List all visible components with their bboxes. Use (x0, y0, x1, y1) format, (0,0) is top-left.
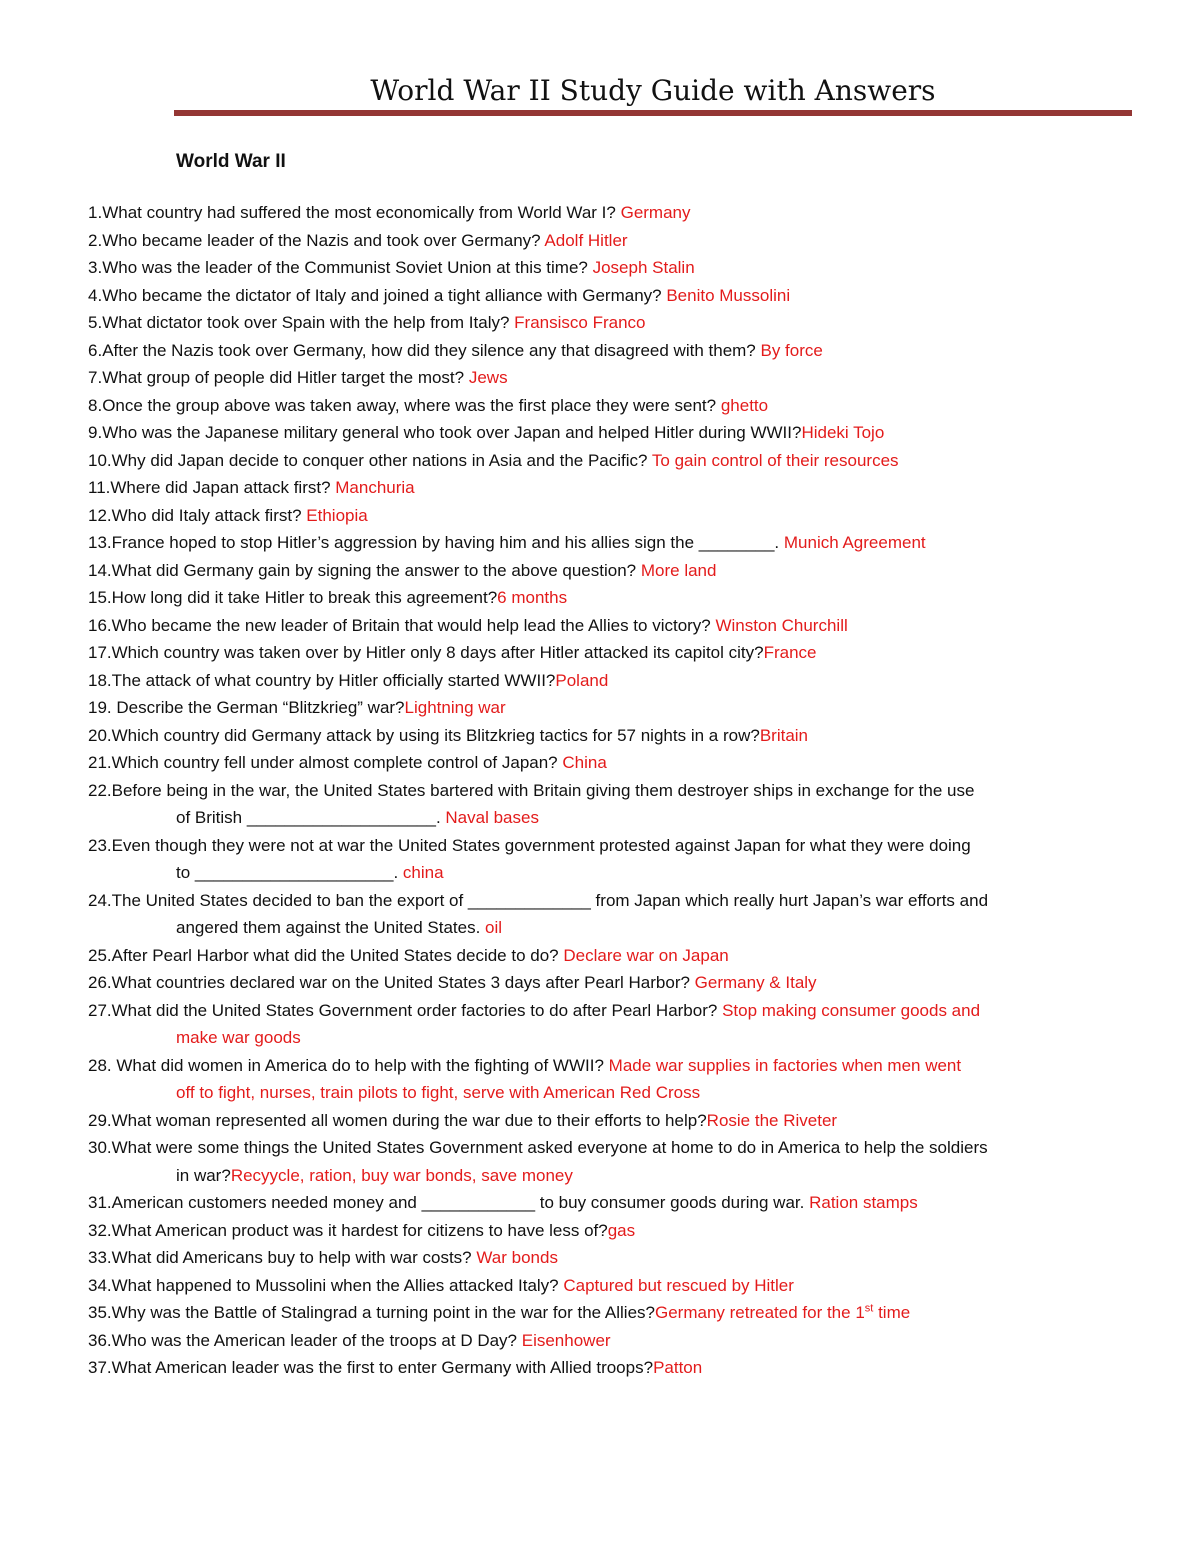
answer-text: Lightning war (404, 698, 506, 717)
question-text-continued: of British ____________________. (176, 808, 446, 827)
question-text: How long did it take Hitler to break this agreement? (111, 588, 498, 607)
answer-text: oil (485, 918, 503, 937)
question-number: 25. (88, 945, 112, 965)
answer-text: Joseph Stalin (592, 258, 695, 277)
question-number: 11. (88, 478, 111, 497)
question-line (88, 1135, 988, 1161)
question-text: After the Nazis took over Germany, how did they silence any that disagreed with them? (102, 340, 761, 360)
question-number: 9. (88, 423, 103, 442)
question-number: 12. (88, 505, 112, 525)
question-number: 3. (88, 258, 103, 277)
question-number: 29. (88, 1110, 112, 1130)
question-line (88, 530, 926, 556)
question-line (88, 310, 646, 336)
question-line (88, 228, 628, 254)
question-number: 27. (88, 1000, 112, 1020)
question-text: Who became leader of the Nazis and took over Germany? (102, 230, 545, 250)
question-number: 5. (88, 313, 103, 332)
question-text-continued: angered them against the United States. (176, 918, 486, 937)
question-line (88, 1273, 794, 1299)
question-number: 32. (88, 1220, 112, 1240)
question-text: Who became the dictator of Italy and joined a tight alliance with Germany? (102, 285, 667, 305)
answer-text: Jews (468, 368, 508, 387)
question-line (88, 475, 415, 501)
answer-text: Benito Mussolini (666, 285, 791, 305)
question-text: What group of people did Hitler target the most? (102, 368, 469, 387)
answer-text: Fransisco Franco (514, 313, 646, 332)
question-text: France hoped to stop Hitler’s aggression by having him and his allies sign the ________. (111, 533, 784, 552)
question-line (88, 365, 508, 391)
question-number: 33. (88, 1248, 112, 1267)
question-line (88, 1355, 702, 1381)
question-line (88, 255, 695, 281)
answer-text: China (562, 753, 607, 772)
question-number: 34. (88, 1275, 112, 1295)
question-number: 14. (88, 560, 112, 580)
answer-text: Munich Agreement (783, 533, 926, 552)
question-text-continued: in war? (176, 1165, 231, 1185)
answer-text: Made war supplies in factories when men went (608, 1055, 962, 1075)
question-line (88, 640, 817, 666)
question-text: Who became the new leader of Britain that would help lead the Allies to victory? (111, 615, 716, 635)
question-line-continued (176, 860, 444, 886)
question-number: 35. (88, 1303, 112, 1322)
question-text: Once the group above was taken away, where was the first place they were sent? (102, 395, 721, 415)
answer-text: Hideki Tojo (801, 423, 885, 442)
question-text: What did women in America do to help with the fighting of WWII? (111, 1055, 609, 1075)
question-text-continued: to _____________________. (176, 863, 403, 882)
answer-text: Stop making consumer goods and (722, 1000, 981, 1020)
question-text: The United States decided to ban the export of _____________ from Japan which really hurt Japan’s war efforts and (111, 890, 989, 910)
question-line (88, 1190, 918, 1216)
answer-text: Eisenhower (521, 1330, 611, 1350)
answer-text: Britain (759, 725, 808, 745)
answer-superscript: st (864, 1302, 874, 1315)
answer-text: Recyycle, ration, buy war bonds, save money (230, 1165, 573, 1185)
question-line (88, 668, 608, 694)
question-text: The attack of what country by Hitler officially started WWII? (111, 670, 556, 690)
question-number: 19. (88, 698, 112, 717)
question-line (88, 833, 971, 859)
question-line-continued (176, 1025, 301, 1051)
answer-text-tail: time (873, 1303, 911, 1322)
question-text: Why did Japan decide to conquer other nations in Asia and the Pacific? (111, 450, 652, 470)
question-line (88, 613, 848, 639)
answer-text: Germany (620, 203, 691, 222)
answer-text: ghetto (720, 395, 769, 415)
question-number: 26. (88, 973, 112, 992)
question-text: Describe the German “Blitzkrieg” war? (111, 698, 405, 717)
question-line (88, 558, 716, 584)
question-line (88, 888, 988, 914)
question-number: 22. (88, 780, 112, 800)
answer-text: Manchuria (335, 478, 415, 497)
question-text: What did the United States Government order factories to do after Pearl Harbor? (111, 1000, 723, 1020)
question-line-continued (176, 1163, 573, 1189)
answer-text: More land (640, 560, 717, 580)
question-number: 18. (88, 670, 112, 690)
answer-text: Germany & Italy (694, 973, 817, 992)
question-number: 23. (88, 835, 112, 855)
answer-text: War bonds (476, 1248, 558, 1267)
question-line (88, 695, 506, 721)
question-number: 15. (88, 588, 112, 607)
question-text: Which country was taken over by Hitler only 8 days after Hitler attacked its capitol city? (111, 643, 764, 662)
answer-text: Germany retreated for the 1 (655, 1303, 865, 1322)
answer-text: Patton (653, 1358, 703, 1377)
question-line (88, 448, 899, 474)
answer-text: china (402, 863, 444, 882)
question-line (88, 943, 729, 969)
question-text: Which country did Germany attack by using its Blitzkrieg tactics for 57 nights in a row? (111, 725, 760, 745)
question-line (88, 503, 368, 529)
question-number: 4. (88, 285, 103, 305)
document-title: World War II Study Guide with Answers (370, 74, 936, 107)
question-line-continued (176, 805, 539, 831)
question-text: What countries declared war on the United States 3 days after Pearl Harbor? (111, 973, 695, 992)
question-line (88, 338, 823, 364)
question-text: Who was the leader of the Communist Soviet Union at this time? (102, 258, 593, 277)
question-line (88, 283, 790, 309)
answer-text: France (763, 643, 817, 662)
question-number: 6. (88, 340, 103, 360)
question-text: Who was the American leader of the troops at D Day? (111, 1330, 522, 1350)
answer-text: To gain control of their resources (651, 450, 899, 470)
question-line (88, 585, 567, 611)
question-line (88, 778, 974, 804)
question-line (88, 1053, 961, 1079)
question-text: Who did Italy attack first? (111, 505, 307, 525)
answer-text-continued: make war goods (176, 1028, 301, 1047)
question-number: 28. (88, 1055, 112, 1075)
question-text: What happened to Mussolini when the Allies attacked Italy? (111, 1275, 564, 1295)
question-text: Where did Japan attack first? (110, 478, 336, 497)
question-number: 24. (88, 890, 112, 910)
question-text: What woman represented all women during the war due to their efforts to help? (111, 1110, 707, 1130)
question-text: Who was the Japanese military general who took over Japan and helped Hitler during WWII? (102, 423, 802, 442)
question-text: Which country fell under almost complete control of Japan? (111, 753, 563, 772)
question-number: 17. (88, 643, 112, 662)
question-text: American customers needed money and ____________ to buy consumer goods during war. (111, 1193, 810, 1212)
question-line-continued (176, 915, 502, 941)
question-line (88, 1300, 910, 1326)
question-line (88, 200, 691, 226)
question-number: 13. (88, 533, 112, 552)
answer-text: Poland (555, 670, 609, 690)
question-line (88, 1218, 635, 1244)
answer-text-continued: off to fight, nurses, train pilots to fight, serve with American Red Cross (176, 1083, 701, 1102)
question-line (88, 750, 607, 776)
question-line (88, 998, 980, 1024)
answer-text: Captured but rescued by Hitler (563, 1275, 794, 1295)
question-line (88, 1108, 837, 1134)
question-number: 1. (88, 203, 103, 222)
question-text: What American leader was the first to enter Germany with Allied troops? (111, 1358, 654, 1377)
question-number: 30. (88, 1138, 112, 1157)
question-text: After Pearl Harbor what did the United States decide to do? (111, 945, 564, 965)
question-number: 8. (88, 395, 103, 415)
title-rule (174, 110, 1132, 116)
question-text: Why was the Battle of Stalingrad a turning point in the war for the Allies? (111, 1303, 655, 1322)
question-number: 20. (88, 725, 112, 745)
question-line (88, 420, 884, 446)
question-number: 31. (88, 1193, 112, 1212)
answer-text: Adolf Hitler (544, 230, 628, 250)
question-text: Before being in the war, the United States bartered with Britain giving them destroyer ships in exchange for the use (111, 780, 975, 800)
question-number: 21. (88, 753, 112, 772)
question-line (88, 970, 817, 996)
question-number: 10. (88, 450, 112, 470)
question-text: What did Germany gain by signing the answer to the above question? (111, 560, 641, 580)
question-text: What were some things the United States Government asked everyone at home to do in America to help the soldiers (111, 1138, 988, 1157)
answer-text: Ethiopia (306, 505, 368, 525)
question-line (88, 1328, 611, 1354)
answer-text: By force (760, 340, 823, 360)
answer-text: Rosie the Riveter (706, 1110, 838, 1130)
question-line (88, 393, 768, 419)
answer-text: 6 months (497, 588, 568, 607)
question-number: 2. (88, 230, 103, 250)
answer-text: gas (607, 1220, 636, 1240)
question-text: What American product was it hardest for citizens to have less of? (111, 1220, 608, 1240)
question-number: 16. (88, 615, 112, 635)
answer-text: Naval bases (445, 808, 539, 827)
section-heading: World War II (176, 151, 286, 172)
question-line (88, 723, 808, 749)
question-number: 37. (88, 1358, 112, 1377)
question-line-continued (176, 1080, 700, 1106)
question-number: 7. (88, 368, 103, 387)
question-text: What country had suffered the most economically from World War I? (102, 203, 621, 222)
question-text: Even though they were not at war the United States government protested against Japan for what they were doing (111, 835, 971, 855)
question-text: What dictator took over Spain with the help from Italy? (102, 313, 515, 332)
answer-text: Declare war on Japan (563, 945, 729, 965)
answer-text: Ration stamps (809, 1193, 918, 1212)
question-line (88, 1245, 558, 1271)
answer-text: Winston Churchill (715, 615, 848, 635)
question-number: 36. (88, 1330, 112, 1350)
question-text: What did Americans buy to help with war costs? (111, 1248, 477, 1267)
